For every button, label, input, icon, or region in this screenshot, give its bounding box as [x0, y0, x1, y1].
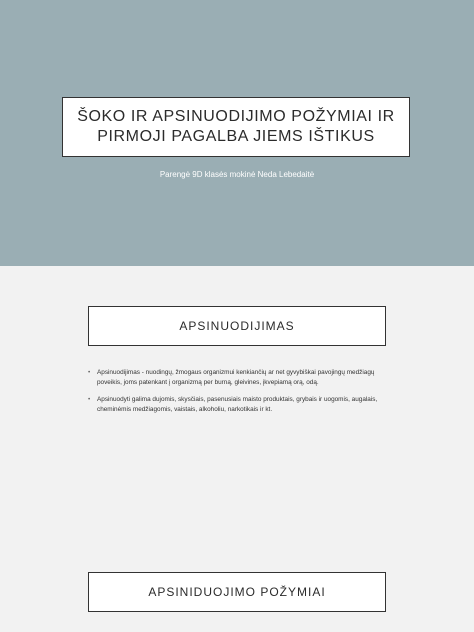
title-line-1: ŠOKO IR APSINUODIJIMO POŽYMIAI IR: [77, 108, 395, 125]
title-line-2: PIRMOJI PAGALBA JIEMS IŠTIKUS: [97, 128, 375, 145]
section-heading-box: [88, 306, 386, 346]
title-box: [62, 97, 410, 157]
bullet-list: [88, 368, 378, 422]
list-item: [88, 368, 378, 387]
section-heading: APSINUODIJIMAS: [179, 319, 295, 333]
presentation-subtitle: Parengė 9D klasės mokinė Neda Lebedaitė: [159, 170, 315, 179]
bullet-text: Apsinuodijimas - nuodingų, žmogaus organizmui kenkiančių ar net gyvybiškai pavojingų medžiagų poveikis, joms patenkant į organizmą per burną, gleivines, įkvepiamą orą, odą.: [97, 369, 375, 386]
bullet-icon: •: [88, 369, 91, 376]
list-item: [88, 395, 378, 414]
presentation-title: [67, 107, 405, 147]
content-slide-apsinuodijimas: [0, 266, 474, 552]
title-slide: [0, 0, 474, 266]
section-heading-box: [88, 572, 386, 612]
section-heading: APSINIDUOJIMO POŽYMIAI: [148, 585, 326, 599]
content-slide-pozymiai: [0, 552, 474, 632]
bullet-icon: •: [88, 396, 91, 403]
bullet-text: Apsinuodyti galima dujomis, skysčiais, pasenusiais maisto produktais, grybais ir uogomis, augalais, cheminėmis medžiagomis, vaistais, alkoholiu, narkotikais ir kt.: [97, 396, 378, 413]
